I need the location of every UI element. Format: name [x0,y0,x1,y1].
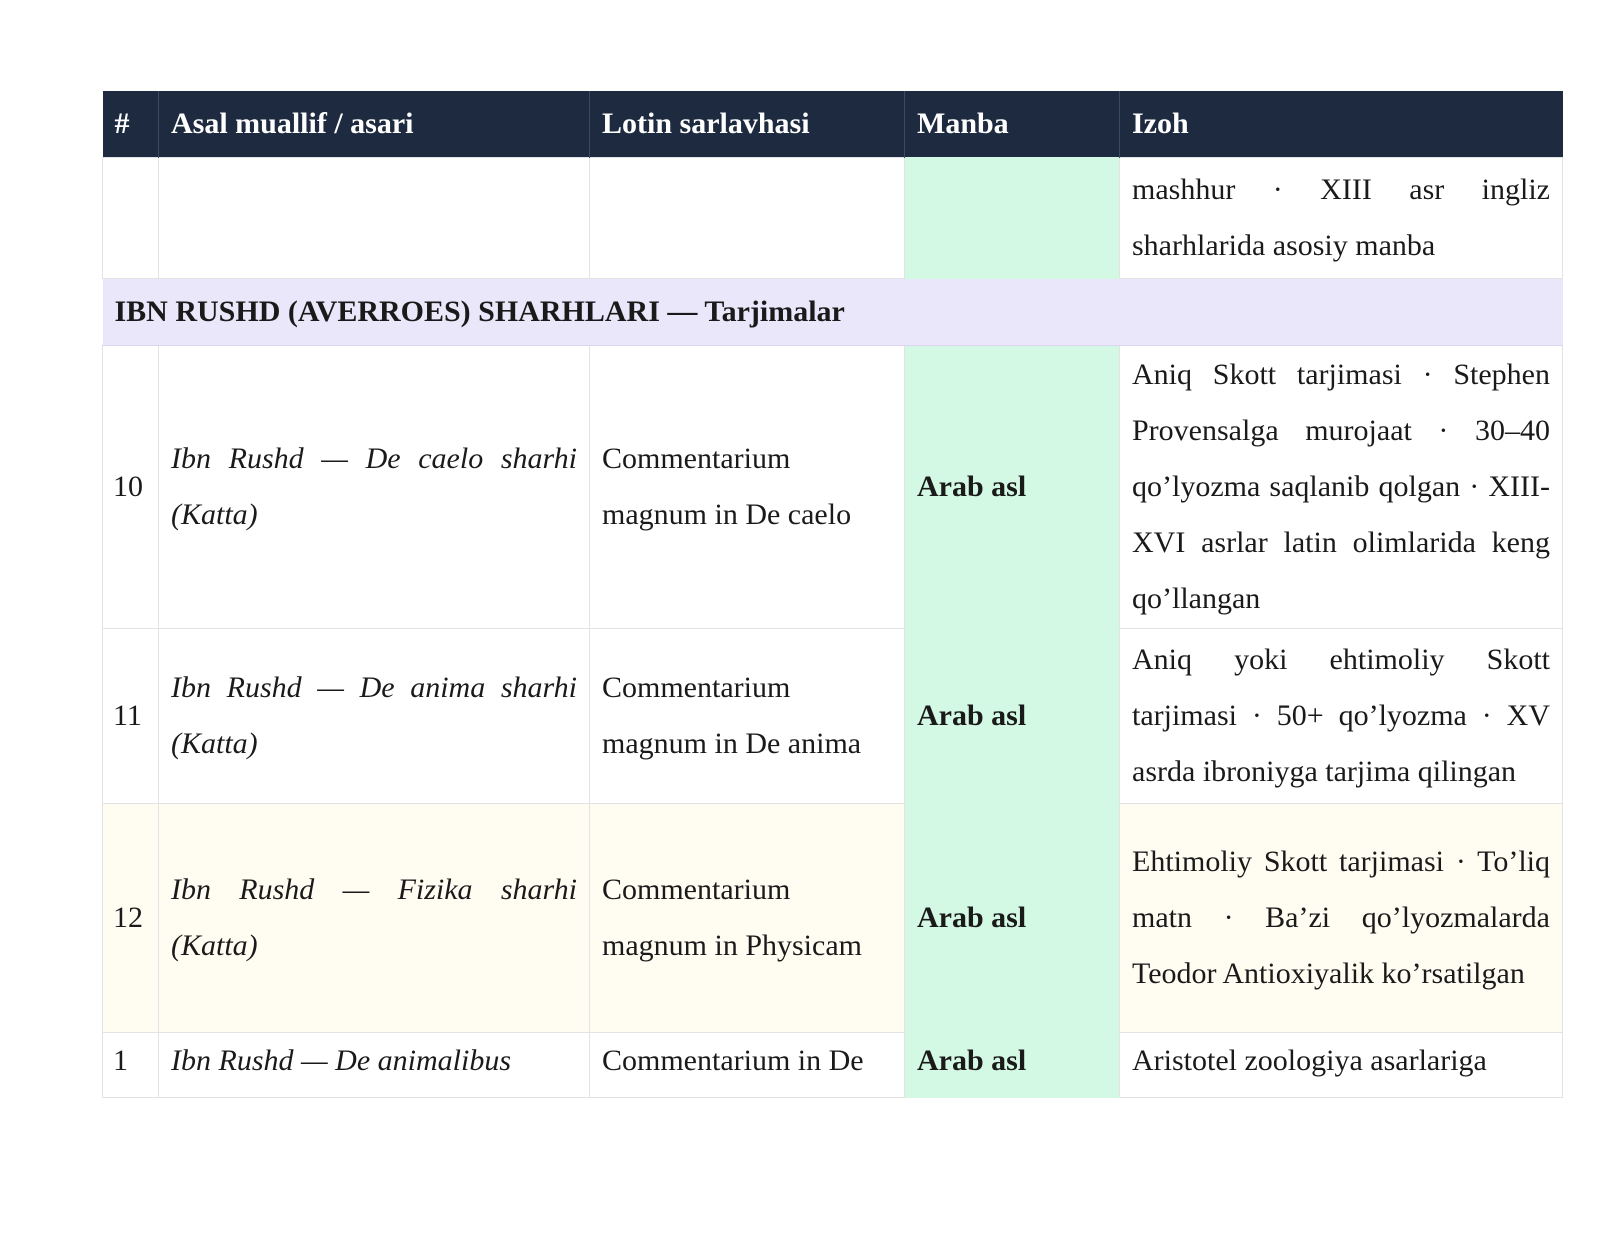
header-note: Izoh [1120,91,1563,158]
cell-author [159,158,590,279]
cell-note: Aniq Skott tarjimasi · Stephen Provensalga murojaat · 30–40 qo’lyozma saqlanib qolgan · XIII-XVI asrlar latin olimlarida keng qo’llangan [1120,346,1563,629]
cell-number: 11 [103,629,159,804]
header-number: # [103,91,159,158]
cell-latin: Commentarium in De [590,1033,905,1098]
cell-note: Aristotel zoologiya asarlariga [1120,1033,1563,1098]
cell-author: Ibn Rushd — De animalibus [159,1033,590,1098]
cell-note: Ehtimoliy Skott tarjimasi · To’liq matn · Ba’zi qo’lyozmalarda Teodor Antioxiyalik ko’rsatilgan [1120,804,1563,1033]
cell-number: 10 [103,346,159,629]
cell-number: 1 [103,1033,159,1098]
cell-source: Arab asl [905,629,1120,804]
header-author-work: Asal muallif / asari [159,91,590,158]
table-row [103,804,1563,1033]
cell-latin: Commentarium magnum in De anima [590,629,905,804]
cell-source: Arab asl [905,804,1120,1033]
cell-latin: Commentarium magnum in Physicam [590,804,905,1033]
cell-source: Arab asl [905,346,1120,629]
table-row [103,629,1563,804]
cell-author: Ibn Rushd — De anima sharhi (Katta) [159,629,590,804]
section-title: IBN RUSHD (AVERROES) SHARHLARI — Tarjimalar [103,279,1563,346]
cell-latin [590,158,905,279]
cell-author: Ibn Rushd — Fizika sharhi (Katta) [159,804,590,1033]
cell-author: Ibn Rushd — De caelo sharhi (Katta) [159,346,590,629]
cell-latin: Commentarium magnum in De caelo [590,346,905,629]
table-row [103,1033,1563,1098]
cell-note: mashhur · XIII asr ingliz sharhlarida asosiy manba [1120,158,1563,279]
table-row-continued [103,158,1563,279]
cell-note: Aniq yoki ehtimoliy Skott tarjimasi · 50+ qo’lyozma · XV asrda ibroniyga tarjima qilingan [1120,629,1563,804]
table-header [103,91,1563,158]
cell-source: Arab asl [905,1033,1120,1098]
table-row [103,346,1563,629]
cell-number: 12 [103,804,159,1033]
section-header-row [103,279,1563,346]
cell-number [103,158,159,279]
document-page [102,91,1562,1098]
header-latin-title: Lotin sarlavhasi [590,91,905,158]
translations-table [102,91,1563,1098]
header-source: Manba [905,91,1120,158]
cell-source [905,158,1120,279]
